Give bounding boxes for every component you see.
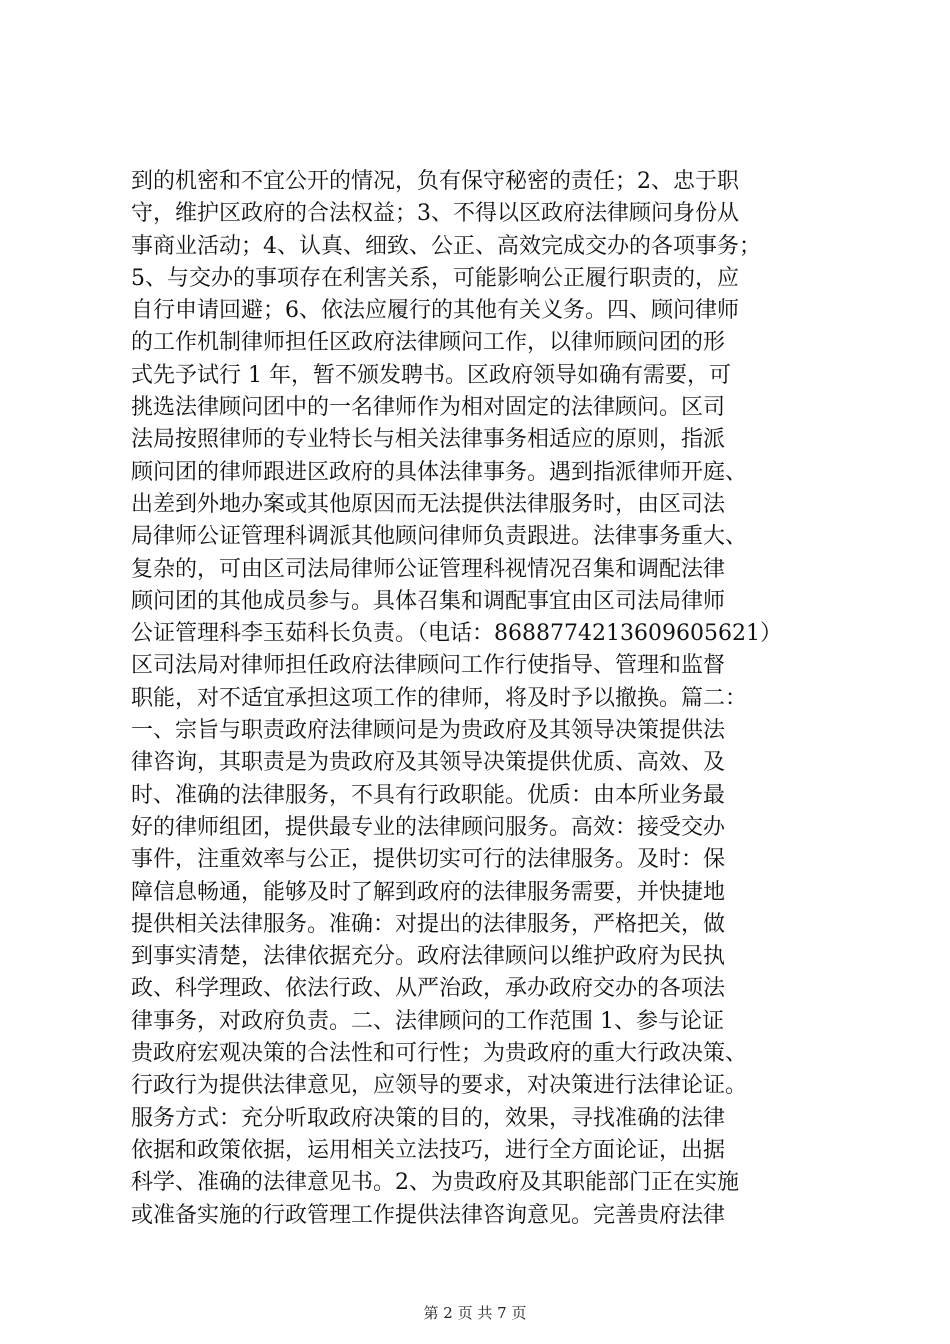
text-line: 提供相关法律服务。准确：对提出的法律服务，严格把关，做 [131, 911, 726, 937]
text-line: 贵政府宏观决策的合法性和可行性；为贵政府的重大行政决策、 [131, 1041, 748, 1067]
text-line: 科学、准确的法律意见书。2、为贵政府及其职能部门正在实施 [131, 1170, 739, 1196]
text-line: 出差到外地办案或其他原因而无法提供法律服务时，由区司法 [131, 491, 726, 517]
text-line: 障信息畅通，能够及时了解到政府的法律服务需要，并快捷地 [131, 879, 726, 905]
text-line: 到事实清楚，法律依据充分。政府法律顾问以维护政府为民执 [131, 944, 726, 970]
text-line: 守，维护区政府的合法权益；3、不得以区政府法律顾问身份从 [131, 201, 739, 227]
text-line: 职能，对不适宜承担这项工作的律师，将及时予以撤换。篇二： [131, 685, 748, 711]
body-text [131, 166, 821, 1232]
text-line: 或准备实施的行政管理工作提供法律咨询意见。完善贵府法律 [131, 1202, 726, 1228]
text-line: 到的机密和不宜公开的情况，负有保守秘密的责任；2、忠于职 [131, 169, 739, 194]
text-line: 事商业活动；4、认真、细致、公正、高效完成交办的各项事务； [131, 233, 761, 259]
text-line: 公证管理科李玉茹科长负责。（电话：8688774213609605621） [131, 621, 782, 647]
text-line: 的工作机制律师担任区政府法律顾问工作，以律师顾问团的形 [131, 330, 726, 356]
text-line: 式先予试行 1 年，暂不颁发聘书。区政府领导如确有需要，可 [131, 362, 731, 388]
text-line: 律咨询，其职责是为贵政府及其领导决策提供优质、高效、及 [131, 750, 726, 776]
text-line: 一、宗旨与职责政府法律顾问是为贵政府及其领导决策提供法 [131, 718, 726, 744]
text-line: 法局按照律师的专业特长与相关法律事务相适应的原则，指派 [131, 427, 726, 453]
text-line: 好的律师组团，提供最专业的法律顾问服务。高效：接受交办 [131, 814, 726, 840]
text-line: 行政行为提供法律意见，应领导的要求，对决策进行法律论证。 [131, 1073, 748, 1099]
text-line: 事件，注重效率与公正，提供切实可行的法律服务。及时：保 [131, 847, 726, 873]
page-footer: 第 2 页 共 7 页 [423, 1304, 527, 1322]
text-line: 顾问团的律师跟进区政府的具体法律事务。遇到指派律师开庭、 [131, 459, 748, 485]
text-line: 律事务，对政府负责。二、法律顾问的工作范围 1、参与论证 [131, 1008, 724, 1034]
text-line: 时、准确的法律服务，不具有行政职能。优质：由本所业务最 [131, 782, 726, 808]
text-line: 挑选法律顾问团中的一名律师作为相对固定的法律顾问。区司 [131, 395, 726, 421]
text-line: 服务方式：充分听取政府决策的目的，效果，寻找准确的法律 [131, 1105, 726, 1131]
text-line: 局律师公证管理科调派其他顾问律师负责跟进。法律事务重大、 [131, 524, 748, 550]
text-line: 5、与交办的事项存在利害关系，可能影响公正履行职责的，应 [131, 265, 739, 291]
text-line: 政、科学理政、依法行政、从严治政，承办政府交办的各项法 [131, 976, 726, 1002]
text-line: 依据和政策依据，运用相关立法技巧，进行全方面论证，出据 [131, 1137, 726, 1163]
text-line: 顾问团的其他成员参与。具体召集和调配事宜由区司法局律师 [131, 588, 726, 614]
text-line: 自行申请回避；6、依法应履行的其他有关义务。四、顾问律师 [131, 298, 739, 324]
text-line: 复杂的，可由区司法局律师公证管理科视情况召集和调配法律 [131, 556, 726, 582]
text-line: 区司法局对律师担任政府法律顾问工作行使指导、管理和监督 [131, 653, 726, 679]
